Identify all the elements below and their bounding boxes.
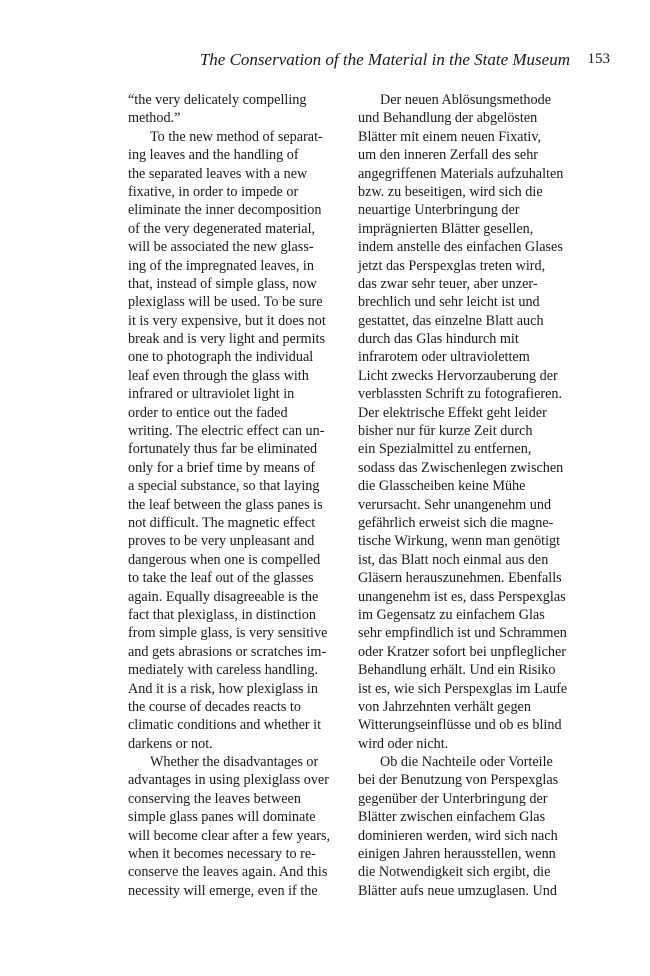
text-line: order to entice out the faded bbox=[128, 404, 288, 421]
text-line: sodass das Zwischenlegen zwischen bbox=[358, 459, 564, 476]
paragraph bbox=[128, 128, 350, 753]
paragraph bbox=[128, 91, 350, 128]
text-line: “the very delicately compelling bbox=[128, 92, 307, 108]
text-line: leaf even through the glass with bbox=[128, 367, 309, 384]
text-line: von Jahrzehnten verhält gegen bbox=[358, 698, 531, 715]
text-line: the leaf between the glass panes is bbox=[128, 496, 323, 513]
text-line: of the very degenerated material, bbox=[128, 220, 316, 237]
text-line: verblassten Schrift zu fotografieren. bbox=[358, 386, 563, 403]
text-line: again. Equally disagreeable is the bbox=[128, 588, 319, 605]
text-line: Ob die Nachteile oder Vorteile bbox=[380, 754, 553, 771]
text-line: wird oder nicht. bbox=[358, 735, 449, 752]
text-line: indem anstelle des einfachen Glases bbox=[358, 239, 563, 256]
text-line: the separated leaves with a new bbox=[128, 165, 308, 182]
paragraph bbox=[358, 91, 580, 753]
text-line: only for a brief time by means of bbox=[128, 459, 316, 476]
text-line: fortunately thus far be eliminated bbox=[128, 441, 318, 458]
text-line: einigen Jahren herausstellen, wenn bbox=[358, 846, 556, 863]
text-line: Whether the disadvantages or bbox=[150, 754, 319, 771]
text-line: eliminate the inner decomposition bbox=[128, 202, 322, 219]
text-line: it is very expensive, but it does not bbox=[128, 312, 326, 329]
text-line: Gläsern herauszunehmen. Ebenfalls bbox=[358, 570, 562, 587]
text-line: To the new method of separat- bbox=[150, 128, 323, 145]
text-line: oder Kratzer sofort bei unpfleglicher bbox=[358, 643, 566, 660]
text-line: und Behandlung der abgelösten bbox=[358, 110, 538, 127]
text-line: imprägnierten Blätter gesellen, bbox=[358, 220, 534, 237]
text-line: ing leaves and the handling of bbox=[128, 147, 299, 164]
text-line: will become clear after a few years, bbox=[128, 827, 331, 844]
text-line: Blätter aufs neue umzuglasen. Und bbox=[358, 882, 557, 899]
text-line: sehr empfindlich ist und Schrammen bbox=[358, 625, 567, 642]
text-line: neuartige Unterbringung der bbox=[358, 202, 520, 219]
text-line: a special substance, so that laying bbox=[128, 478, 320, 495]
text-line: ist es, wie sich Perspexglas im Laufe bbox=[358, 680, 568, 697]
text-line: brechlich und sehr leicht ist und bbox=[358, 294, 540, 311]
text-line: im Gegensatz zu einfachem Glas bbox=[358, 606, 545, 623]
text-line: necessity will emerge, even if the bbox=[128, 882, 318, 899]
text-line: infrarotem oder ultraviolettem bbox=[358, 349, 530, 366]
text-line: gestattet, das einzelne Blatt auch bbox=[358, 312, 544, 329]
text-line: mediately with careless handling. bbox=[128, 662, 318, 679]
running-title: The Conservation of the Material in the State Museum bbox=[199, 50, 570, 69]
text-line: bzw. zu beseitigen, wird sich die bbox=[358, 183, 543, 200]
text-line: tische Wirkung, wenn man genötigt bbox=[358, 533, 561, 550]
text-line: plexiglass will be used. To be sure bbox=[128, 294, 323, 311]
text-line: Licht zwecks Hervorzauberung der bbox=[358, 367, 558, 384]
text-line: conserve the leaves again. And this bbox=[128, 864, 328, 881]
page-number: 153 bbox=[587, 51, 610, 67]
text-line: fixative, in order to impede or bbox=[128, 183, 299, 200]
text-line: gegenüber der Unterbringung der bbox=[358, 790, 548, 807]
text-line: will be associated the new glass- bbox=[128, 239, 314, 256]
text-line: ing of the impregnated leaves, in bbox=[128, 257, 314, 274]
text-line: die Glasscheiben keine Mühe bbox=[358, 478, 526, 495]
english-column bbox=[128, 91, 350, 900]
text-line: from simple glass, is very sensitive bbox=[128, 625, 328, 642]
text-line: ein Spezialmittel zu entfernen, bbox=[358, 441, 532, 458]
text-line: unangenehm ist es, dass Perspexglas bbox=[358, 588, 566, 605]
text-line: gefährlich erweist sich die magne- bbox=[358, 514, 554, 531]
text-line: infrared or ultraviolet light in bbox=[128, 386, 295, 403]
text-line: that, instead of simple glass, now bbox=[128, 275, 317, 292]
text-line: not difficult. The magnetic effect bbox=[128, 514, 316, 531]
text-line: darkens or not. bbox=[128, 735, 213, 752]
text-line: um den inneren Zerfall des sehr bbox=[358, 147, 539, 164]
text-line: jetzt das Perspexglas treten wird, bbox=[358, 257, 546, 274]
text-line: dominieren werden, wird sich nach bbox=[358, 827, 558, 844]
text-line: verursacht. Sehr unangenehm und bbox=[358, 496, 552, 513]
text-line: angegriffenen Materials aufzuhalten bbox=[358, 165, 564, 182]
text-line: method.” bbox=[128, 110, 181, 127]
text-line: conserving the leaves between bbox=[128, 790, 301, 807]
text-line: durch das Glas hindurch mit bbox=[358, 331, 519, 348]
text-line: ist, das Blatt noch einmal aus den bbox=[358, 551, 549, 568]
text-line: to take the leaf out of the glasses bbox=[128, 570, 314, 587]
text-line: bei der Benutzung von Perspexglas bbox=[358, 772, 559, 789]
german-column bbox=[358, 91, 580, 900]
text-line: advantages in using plexiglass over bbox=[128, 772, 329, 789]
running-header bbox=[0, 50, 650, 74]
paragraph bbox=[358, 753, 580, 900]
text-line: break and is very light and permits bbox=[128, 331, 325, 348]
text-line: Blätter mit einem neuen Fixativ, bbox=[358, 128, 542, 145]
paragraph bbox=[128, 753, 350, 900]
text-line: Witterungseinflüsse und ob es blind bbox=[358, 717, 562, 734]
text-line: climatic conditions and whether it bbox=[128, 717, 322, 734]
text-line: Behandlung erhält. Und ein Risiko bbox=[358, 662, 556, 679]
text-line: proves to be very unpleasant and bbox=[128, 533, 315, 550]
text-line: die Notwendigkeit sich ergibt, die bbox=[358, 864, 551, 881]
text-line: simple glass panes will dominate bbox=[128, 809, 316, 826]
text-line: Der elektrische Effekt geht leider bbox=[358, 404, 547, 421]
text-line: bisher nur für kurze Zeit durch bbox=[358, 423, 533, 440]
text-line: dangerous when one is compelled bbox=[128, 551, 321, 568]
text-line: Der neuen Ablösungsmethode bbox=[380, 92, 552, 108]
text-line: Blätter zwischen einfachem Glas bbox=[358, 809, 546, 826]
text-line: writing. The electric effect can un- bbox=[128, 423, 325, 440]
text-line: das zwar sehr teuer, aber unzer- bbox=[358, 275, 538, 292]
text-line: fact that plexiglass, in distinction bbox=[128, 606, 316, 623]
text-line: and gets abrasions or scratches im- bbox=[128, 643, 327, 660]
text-line: the course of decades reacts to bbox=[128, 698, 301, 715]
text-line: when it becomes necessary to re- bbox=[128, 846, 316, 863]
text-line: And it is a risk, how plexiglass in bbox=[128, 680, 318, 697]
text-line: one to photograph the individual bbox=[128, 349, 314, 366]
